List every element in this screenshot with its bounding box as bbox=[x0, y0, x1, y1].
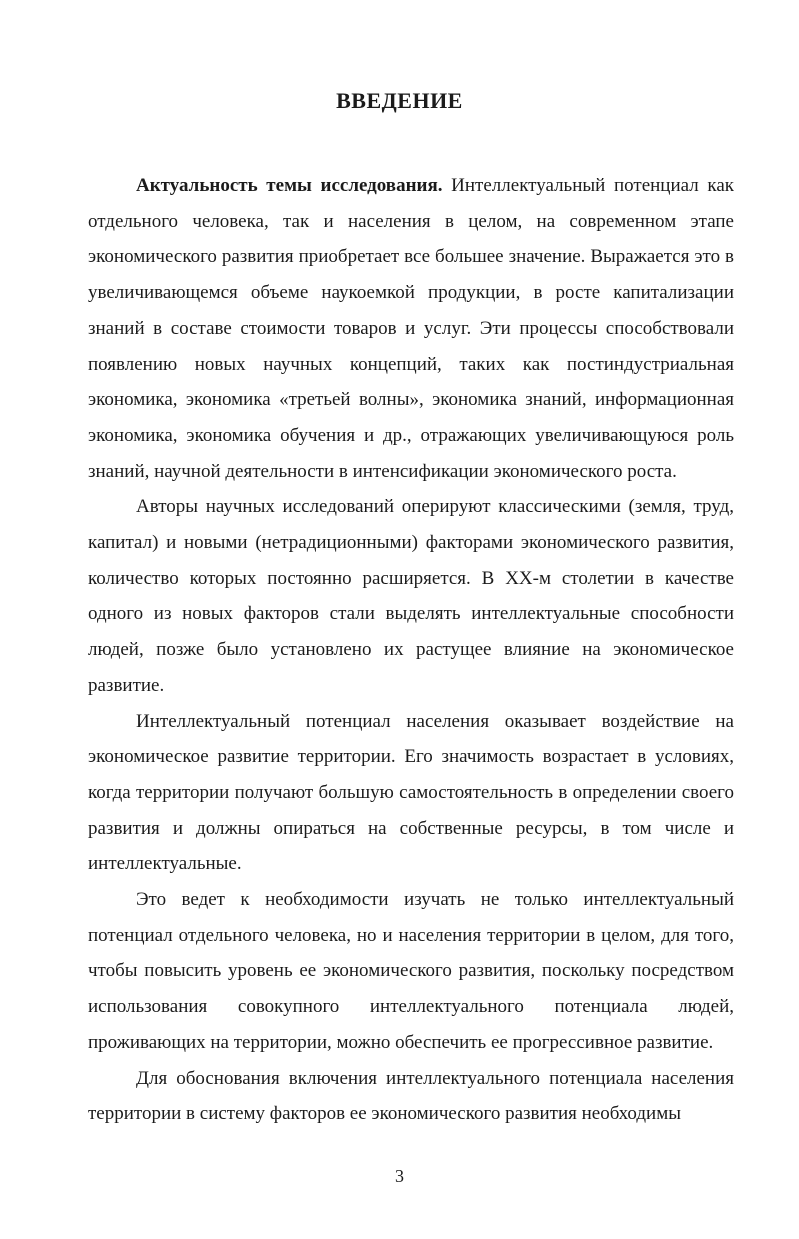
paragraph-lead: Актуальность темы исследования. bbox=[136, 175, 443, 196]
page-number: 3 bbox=[395, 1166, 404, 1186]
paragraph-relevance bbox=[88, 168, 734, 489]
page-title: ВВЕДЕНИЕ bbox=[336, 88, 463, 113]
paragraph-necessity: Это ведет к необходимости изучать не только интеллектуальный потенциал отдельного человека, но и населения территории в целом, для того, чтобы повысить уровень ее экономического развития, поскольку посредством использования совокупного интеллектуального потенциала людей, проживающих на территории, можно обеспечить ее прогрессивное развитие. bbox=[88, 889, 734, 1053]
paragraph-text: Интеллектуальный потенциал как отдельного человека, так и населения в целом, на современном этапе экономического развития приобретает все большее значение. Выражается это в увеличивающемся объеме наукоемкой продукции, в росте капитализации знаний в составе стоимости товаров и услуг. Эти процессы способствовали появлению новых научных концепций, таких как постиндустриальная экономика, экономика «третьей волны», экономика знаний, информационная экономика, экономика обучения и др., отражающих увеличивающуюся роль знаний, научной деятельности в интенсификации экономического роста. bbox=[88, 175, 735, 482]
paragraph-factors: Авторы научных исследований оперируют классическими (земля, труд, капитал) и новыми (нетрадиционными) факторами экономического развития, количество которых постоянно расширяется. В ХХ-м столетии в качестве одного из новых факторов стали выделять интеллектуальные способности людей, позже было установлено их растущее влияние на экономическое развитие. bbox=[88, 496, 734, 696]
paragraph-territory: Интеллектуальный потенциал населения оказывает воздействие на экономическое развитие территории. Его значимость возрастает в условиях, когда территории получают большую самостоятельность в определении своего развития и должны опираться на собственные ресурсы, в том числе и интеллектуальные. bbox=[88, 710, 734, 875]
document-body bbox=[88, 168, 734, 1132]
paragraph-justification: Для обоснования включения интеллектуального потенциала населения территории в систему факторов ее экономического развития необходимы bbox=[88, 1067, 734, 1125]
